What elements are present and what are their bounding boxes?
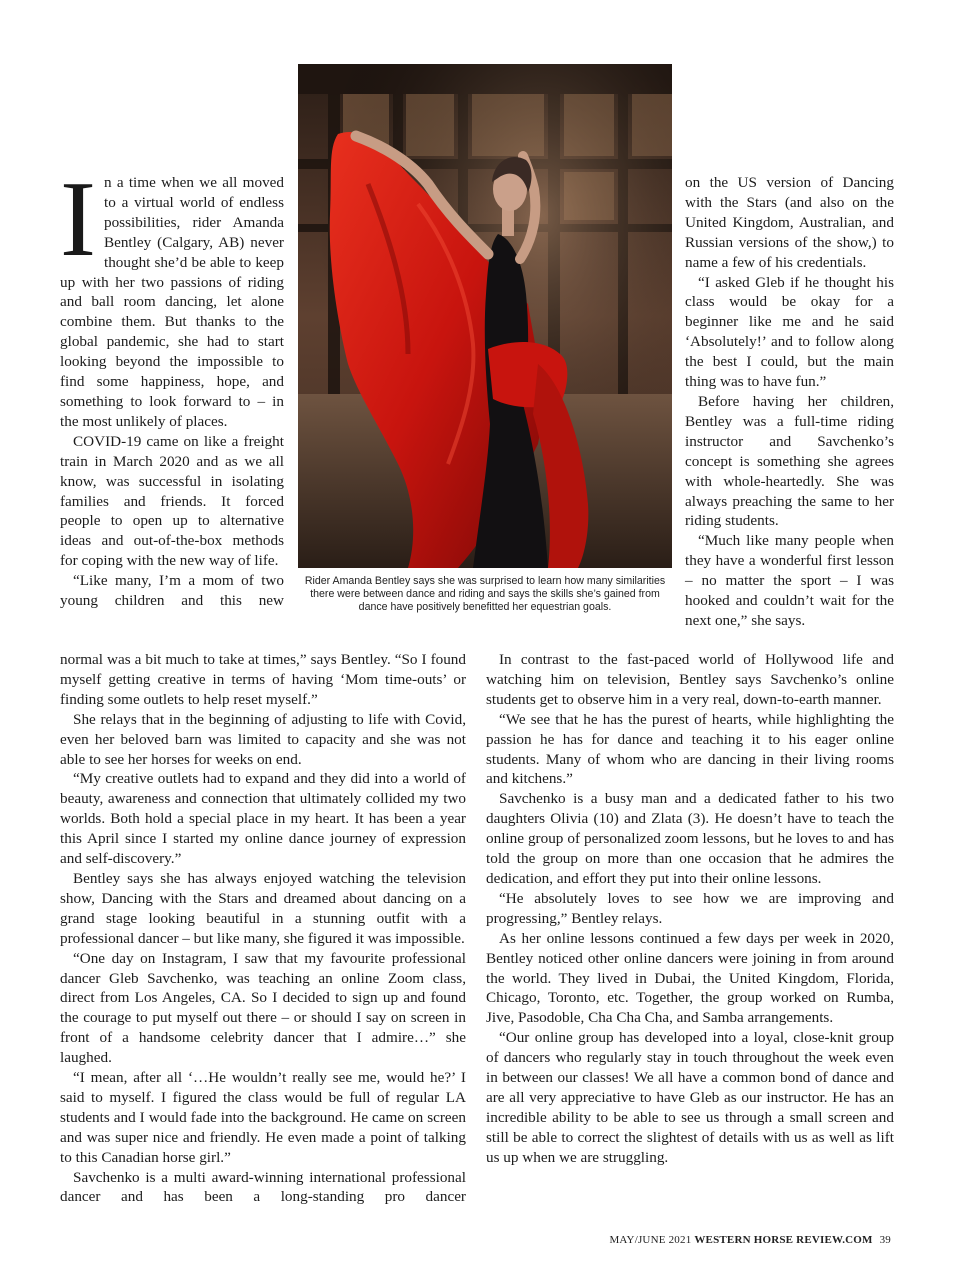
dancer-illustration bbox=[298, 64, 672, 568]
paragraph: “One day on Instagram, I saw that my favourite professional dancer Gleb Savchenko, was teaching an online Zoom class, direct from Los Angeles, CA. So I decided to sign up and found the courage to put myself out there – or should I say on screen in front of a handsome celebrity dancer that I admire…” she laughed. bbox=[60, 949, 466, 1067]
footer-publication: WESTERN HORSE REVIEW.COM bbox=[694, 1234, 873, 1246]
page-number: 39 bbox=[879, 1234, 891, 1246]
column-3-top bbox=[685, 173, 894, 631]
paragraph: “I mean, after all ‘…He wouldn’t really see me, would he?’ I said to myself. I figured the class would be full of regular LA students and I would fade into the background. He came on screen and was super nice and friendly. He even made a point of talking to this Canadian horse girl.” bbox=[60, 1069, 466, 1166]
paragraph: Before having her children, Bentley was a full-time riding instructor and Savchenko’s concept is something she agrees with whole-heartedly. She was always preaching the same to her riding students. bbox=[685, 392, 894, 530]
column-1-top bbox=[60, 160, 284, 611]
paragraph: normal was a bit much to take at times,” says Bentley. “So I found myself getting creative in terms of having ‘Mom time-outs’ or finding some outlets to help reset myself.” bbox=[60, 651, 466, 708]
dancer-photo bbox=[298, 64, 672, 568]
photo-caption: Rider Amanda Bentley says she was surprised to learn how many similarities there were between dance and riding and says the skills she’s gained from dance have positively benefitted her equestrian goals. bbox=[304, 575, 666, 614]
paragraph: “We see that he has the purest of hearts, while highlighting the passion he has for dance and teaching it to his eager online students. Many of whom who are dancing in their living rooms and kitchens.” bbox=[486, 710, 894, 788]
paragraph: As her online lessons continued a few days per week in 2020, Bentley noticed other online dancers were joining in from around the world. They lived in Dubai, the United Kingdom, Florida, Chicago, Toronto, etc. Together, the group worked on Rumba, Jive, Pasodoble, Cha Cha Cha, and Samba arrangements. bbox=[486, 929, 894, 1027]
page-footer bbox=[609, 1234, 891, 1246]
paragraph: Savchenko is a busy man and a dedicated father to his two daughters Olivia (10) and Zlata (3). He doesn’t have to teach the online group of personalized zoom lessons, but he loves to and has told the group on more than one occasion that he admires the dedication, and effort they put into their online lessons. bbox=[486, 790, 894, 887]
paragraph: “Our online group has developed into a loyal, close-knit group of dancers who regularly stay in touch throughout the week even in between our classes! We all have a common bond of dance and are all very appreciative to have Gleb as our instructor. He has an incredible ability to be able to see us through a small screen and still be able to correct the slightest of details with us as well as lift us up when we are struggling. bbox=[486, 1029, 894, 1166]
paragraph: “Much like many people when they have a wonderful first lesson – no matter the sport – I was hooked and couldn’t wait for the next one,” she says. bbox=[685, 532, 894, 629]
paragraph: “My creative outlets had to expand and they did into a world of beauty, awareness and connection that ultimately collided my two worlds. Both hold a special place in my heart. It has been a year this April since I started my online dance journey of expression and self-discovery.” bbox=[60, 770, 466, 868]
paragraph: She relays that in the beginning of adjusting to life with Covid, even her beloved barn was limited to capacity and she was not able to see her horses for weeks on end. bbox=[60, 710, 466, 768]
paragraph: “Like many, I’m a mom of two young children and this new bbox=[60, 572, 284, 610]
intro-paragraph: In a time when we all moved to a virtual world of endless possibilities, rider Amanda Bentley (Calgary, AB) never thought she’d be able to keep up with her two passions of riding and ball room dancing, let alone combine them. But thanks to the global pandemic, she had to start looking beyond the impossible to find some happiness, hope, and something to look forward to – in the most unlikely of places. bbox=[60, 160, 284, 430]
paragraph: Bentley says she has always enjoyed watching the television show, Dancing with the Stars and dreamed about dancing on a grand stage looking beautiful in a stunning outfit with a professional dancer – but like many, she figured it was impossible. bbox=[60, 869, 466, 947]
paragraph: COVID-19 came on like a freight train in March 2020 and as we all know, was successful in isolating families and friends. It forced people to open up to alternative ideas and out-of-the-box methods for coping with the new way of life. bbox=[60, 432, 284, 570]
drop-cap: I bbox=[60, 160, 96, 279]
left-column-bottom bbox=[60, 650, 466, 1207]
paragraph: In contrast to the fast-paced world of Hollywood life and watching him on television, Bentley says Savchenko’s online students get to observe him in a very real, down-to-earth manner. bbox=[486, 651, 894, 708]
paragraph: on the US version of Dancing with the Stars (and also on the United Kingdom, Australian, and Russian versions of the show,) to name a few of his credentials. bbox=[685, 174, 894, 271]
paragraph: “He absolutely loves to see how we are improving and progressing,” Bentley relays. bbox=[486, 889, 894, 927]
paragraph: “I asked Gleb if he thought his class would be okay for a beginner like me and he said ‘Absolutely!’ and to follow along the best I could, but the main thing was to have fun.” bbox=[685, 273, 894, 391]
right-column-bottom bbox=[486, 650, 894, 1168]
footer-issue: MAY/JUNE 2021 bbox=[609, 1234, 692, 1246]
paragraph: Savchenko is a multi award-winning international professional dancer and has been a long-standing pro dancer bbox=[60, 1168, 466, 1206]
